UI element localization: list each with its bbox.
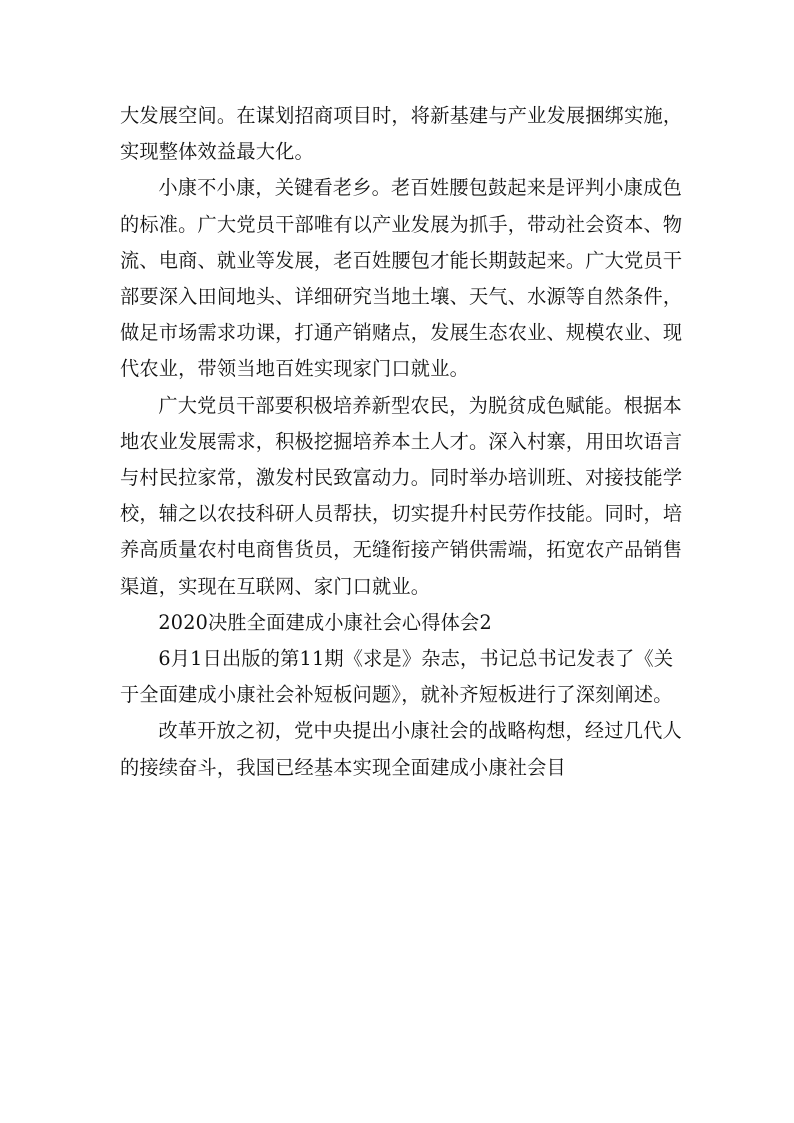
paragraph-xiaokang: 小康不小康，关键看老乡。老百姓腰包鼓起来是评判小康成色的标准。广大党员干部唯有以产业发展为抓手，带动社会资本、物流、电商、就业等发展，老百姓腰包才能长期鼓起来。广大党员干部要深入田间地头、详细研究当地土壤、天气、水源等自然条件，做足市场需求功课，打通产销赌点，发展生态农业、规模农业、现代农业，带领当地百姓实现家门口就业。 [120, 176, 683, 381]
paragraph-reform: 改革开放之初，党中央提出小康社会的战略构想，经过几代人的接续奋斗，我国已经基本实现全面建成小康社会目 [120, 719, 682, 779]
paragraph-continued: 大发展空间。在谋划招商项目时，将新基建与产业发展捆绑实施，实现整体效益最大化。 [120, 104, 683, 164]
paragraph-new-farmers: 广大党员干部要积极培养新型农民，为脱贫成色赋能。根据本地农业发展需求，积极挖掘培养本土人才。深入村寨，用田坎语言与村民拉家常，激发村民致富动力。同时举办培训班、对接技能学校，辅之以农技科研人员帮扶，切实提升村民劳作技能。同时，培养高质量农村电商售货员，无缝衔接产销供需端，拓宽农产品销售渠道，实现在互联网、家门口就业。 [120, 393, 683, 598]
section-title: 2020决胜全面建成小康社会心得体会2 [158, 610, 492, 634]
paragraph-qiushi: 6月1日出版的第11期《求是》杂志，书记总书记发表了《关于全面建成小康社会补短板问题》，就补齐短板进行了深刻阐述。 [120, 647, 674, 707]
document-body [120, 98, 686, 786]
